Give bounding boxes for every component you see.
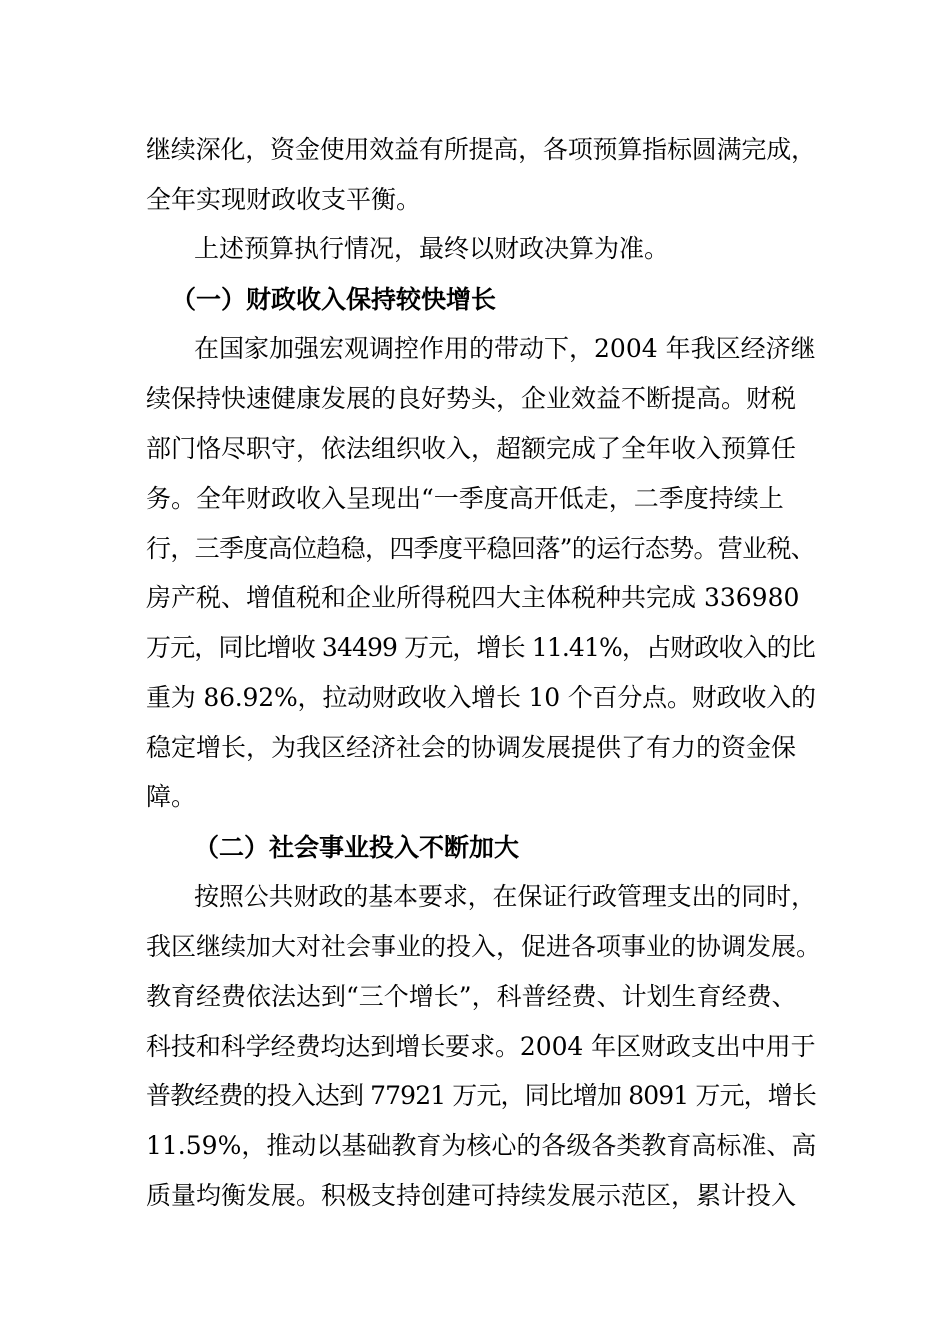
body-line: 重为 86.92%，拉动财政收入增长 10 个百分点。财政收入的 <box>146 683 816 712</box>
body-line: 部门恪尽职守，依法组织收入，超额完成了全年收入预算任 <box>146 434 797 463</box>
body-line: 质量均衡发展。积极支持创建可持续发展示范区，累计投入 <box>146 1181 797 1210</box>
body-line: 全年实现财政收支平衡。 <box>146 185 422 214</box>
body-line: 按照公共财政的基本要求，在保证行政管理支出的同时， <box>194 882 816 911</box>
body-line: 科技和科学经费均达到增长要求。2004 年区财政支出中用于 <box>146 1032 816 1061</box>
body-line: 教育经费依法达到“三个增长”，科普经费、计划生育经费、 <box>146 982 797 1011</box>
body-line: 11.59%，推动以基础教育为核心的各级各类教育高标准、高 <box>146 1131 816 1160</box>
body-line: 房产税、增值税和企业所得税四大主体税种共完成 336980 <box>146 583 800 612</box>
body-line: 在国家加强宏观调控作用的带动下，2004 年我区经济继 <box>194 334 816 363</box>
body-line: 行，三季度高位趋稳，四季度平稳回落”的运行态势。营业税、 <box>146 534 816 563</box>
body-line: 万元，同比增收 34499 万元，增长 11.41%，占财政收入的比 <box>146 633 815 662</box>
body-line: 我区继续加大对社会事业的投入，促进各项事业的协调发展。 <box>146 932 822 961</box>
section-heading: （二）社会事业投入不断加大 <box>194 833 520 862</box>
body-line: 务。全年财政收入呈现出“一季度高开低走，二季度持续上 <box>146 484 784 513</box>
body-line: 障。 <box>146 782 197 811</box>
body-line: 续保持快速健康发展的良好势头，企业效益不断提高。财税 <box>146 384 797 413</box>
body-line: 上述预算执行情况，最终以财政决算为准。 <box>194 234 670 263</box>
body-line: 普教经费的投入达到 77921 万元，同比增加 8091 万元，增长 <box>146 1081 816 1110</box>
section-heading: （一）财政收入保持较快增长 <box>171 285 497 314</box>
body-line: 稳定增长，为我区经济社会的协调发展提供了有力的资金保 <box>146 733 797 762</box>
body-line: 继续深化，资金使用效益有所提高，各项预算指标圆满完成， <box>146 135 816 164</box>
